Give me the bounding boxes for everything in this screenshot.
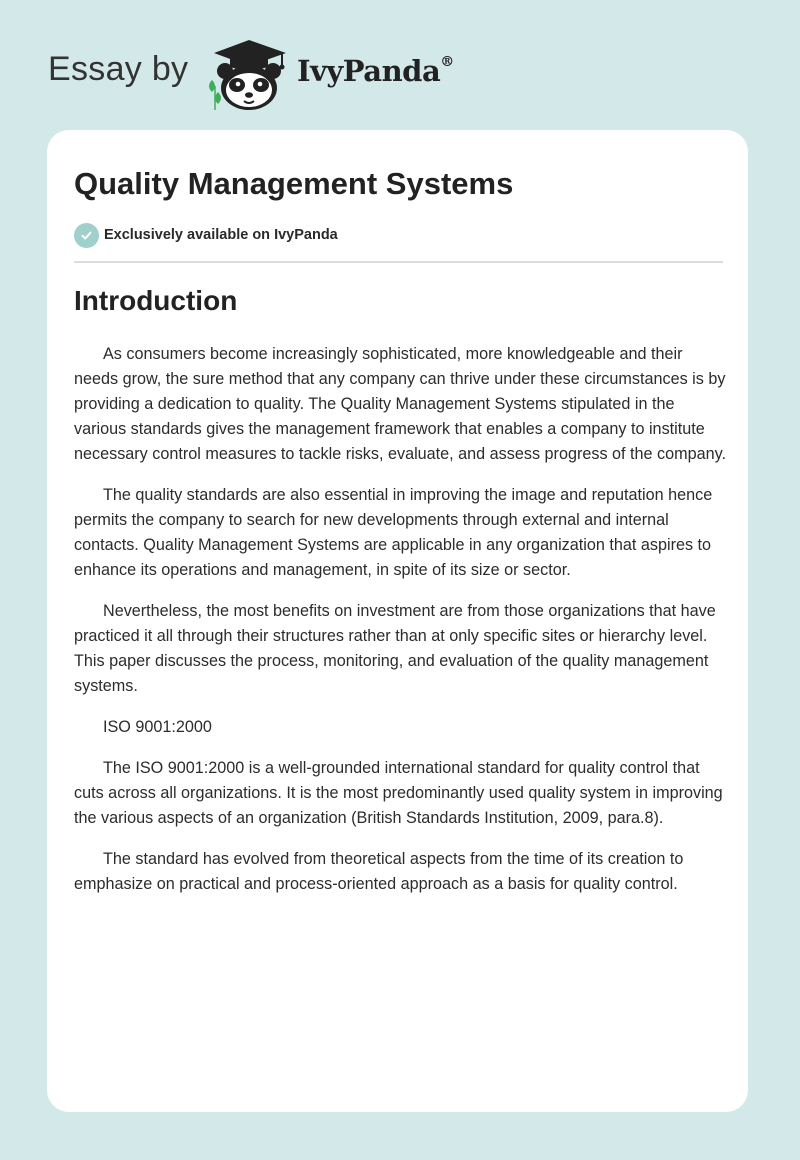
paragraph: The quality standards are also essential in improving the image and reputation hence permits the company to search for new developments through external and internal contacts. Quality Management Systems are applicable in any organization that aspires to enhance its operations and management, in spite of its size or sector. [74,486,713,579]
panda-logo-icon [204,36,294,112]
divider [74,261,723,263]
section-heading: Introduction [74,285,238,316]
page-title: Quality Management Systems [74,166,514,201]
check-circle-icon [74,223,99,248]
subheading-paragraph: ISO 9001:2000 [103,718,212,736]
site-header [48,36,468,112]
badge-text: Exclusively available on IvyPanda [104,227,338,243]
paragraph: As consumers become increasingly sophisticated, more knowledgeable and their needs grow, the sure method that any company can thrive under these circumstances is by providing a dedication to quality. The Quality Management Systems stipulated in the various standards gives the management framework that enables a company to institute necessary control measures to tackle risks, evaluate, and assess progress of the company. [74,345,727,463]
paragraph: The ISO 9001:2000 is a well-grounded international standard for quality control that cuts across all organizations. It is the most predominantly used quality system in improving the various aspects of an organization (British Standards Institution, 2009, para.8). [74,759,723,827]
article-body [74,342,726,913]
registered-mark: ® [440,54,454,71]
brand-text: IvyPanda [297,54,441,88]
brand-name [297,54,454,88]
exclusive-badge [74,222,338,248]
paragraph: The standard has evolved from theoretical aspects from the time of its creation to emphasize on practical and process-oriented approach as a basis for quality control. [74,850,684,893]
essay-by-label: Essay by [48,50,189,88]
paragraph: Nevertheless, the most benefits on investment are from those organizations that have practiced it all through their structures rather than at only specific sites or hierarchy level. This paper discusses the process, monitoring, and evaluation of the quality management systems. [74,602,716,695]
essay-card [47,130,748,1112]
